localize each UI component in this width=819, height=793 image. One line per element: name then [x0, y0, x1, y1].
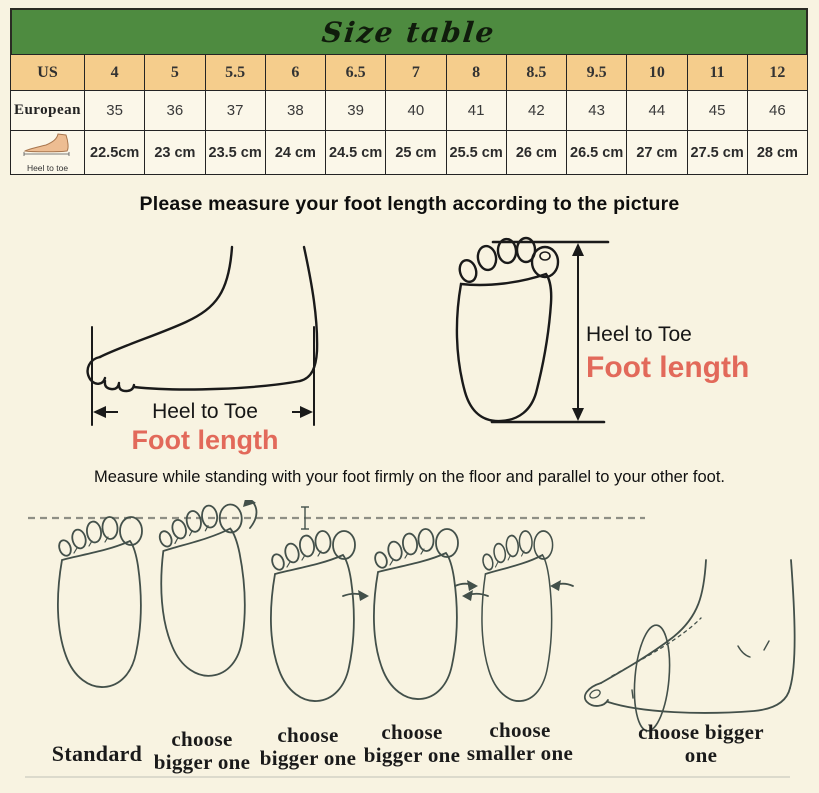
size-cell: 9.5 — [567, 55, 627, 91]
size-cell: 35 — [85, 91, 145, 131]
size-cell: 24.5 cm — [326, 131, 386, 175]
size-cell: 24 cm — [265, 131, 325, 175]
size-cell: 40 — [386, 91, 446, 131]
sole-foot-length-label: Foot length — [586, 351, 750, 384]
fit-label-standard: Standard — [51, 741, 143, 766]
size-cell: 8 — [446, 55, 506, 91]
size-cell: 42 — [506, 91, 566, 131]
size-table-title: Size table — [320, 15, 498, 49]
table-row-heel-to-toe — [11, 131, 808, 175]
size-cell: 4 — [85, 55, 145, 91]
size-cell: 26 cm — [506, 131, 566, 175]
size-cell: 23 cm — [145, 131, 205, 175]
size-cell: 25 cm — [386, 131, 446, 175]
size-cell: 45 — [687, 91, 747, 131]
size-cell: 26.5 cm — [567, 131, 627, 175]
size-table — [10, 54, 808, 175]
fit-label-bigger-2: choose bigger one — [259, 723, 357, 771]
size-cell: 25.5 cm — [446, 131, 506, 175]
size-cell: 37 — [205, 91, 265, 131]
sole-heel-to-toe-label: Heel to Toe — [586, 323, 692, 346]
size-cell: 7 — [386, 55, 446, 91]
size-cell: 39 — [326, 91, 386, 131]
size-cell: 12 — [747, 55, 807, 91]
side-foot-length-label: Foot length — [131, 425, 279, 455]
size-cell: 27 cm — [627, 131, 687, 175]
row-label-european: European — [11, 91, 85, 131]
fit-label-bigger-3: choose bigger one — [363, 720, 461, 768]
fit-label-bigger-1: choose bigger one — [153, 727, 251, 775]
size-cell: 5.5 — [205, 55, 265, 91]
size-cell: 5 — [145, 55, 205, 91]
table-row-us — [11, 55, 808, 91]
size-cell: 43 — [567, 91, 627, 131]
fit-label-smaller: choose smaller one — [466, 718, 574, 766]
side-heel-to-toe-label: Heel to Toe — [118, 400, 292, 424]
row-label-us: US — [11, 55, 85, 91]
size-cell: 36 — [145, 91, 205, 131]
size-cell: 38 — [265, 91, 325, 131]
size-cell: 22.5cm — [85, 131, 145, 175]
size-cell: 44 — [627, 91, 687, 131]
size-cell: 10 — [627, 55, 687, 91]
foot-icon-caption: Heel to toe — [26, 162, 69, 173]
measure-heading: Please measure your foot length according to the picture — [139, 193, 680, 215]
size-cell: 23.5 cm — [205, 131, 265, 175]
size-table-section — [10, 8, 808, 175]
size-cell: 28 cm — [747, 131, 807, 175]
fit-label-bigger-4: choose bigger one — [638, 720, 764, 768]
size-cell: 27.5 cm — [687, 131, 747, 175]
bottom-divider — [25, 776, 790, 778]
size-cell: 6 — [265, 55, 325, 91]
table-row-european — [11, 91, 808, 131]
size-cell: 46 — [747, 91, 807, 131]
size-cell: 8.5 — [506, 55, 566, 91]
size-cell: 11 — [687, 55, 747, 91]
row-label-heel-to-toe — [11, 131, 85, 175]
size-cell: 41 — [446, 91, 506, 131]
foot-side-icon — [20, 133, 76, 163]
standing-note: Measure while standing with your foot firmly on the floor and parallel to your other foot. — [94, 468, 725, 486]
size-cell: 6.5 — [326, 55, 386, 91]
size-table-header — [10, 8, 808, 54]
fit-guide-drawing — [0, 500, 819, 750]
